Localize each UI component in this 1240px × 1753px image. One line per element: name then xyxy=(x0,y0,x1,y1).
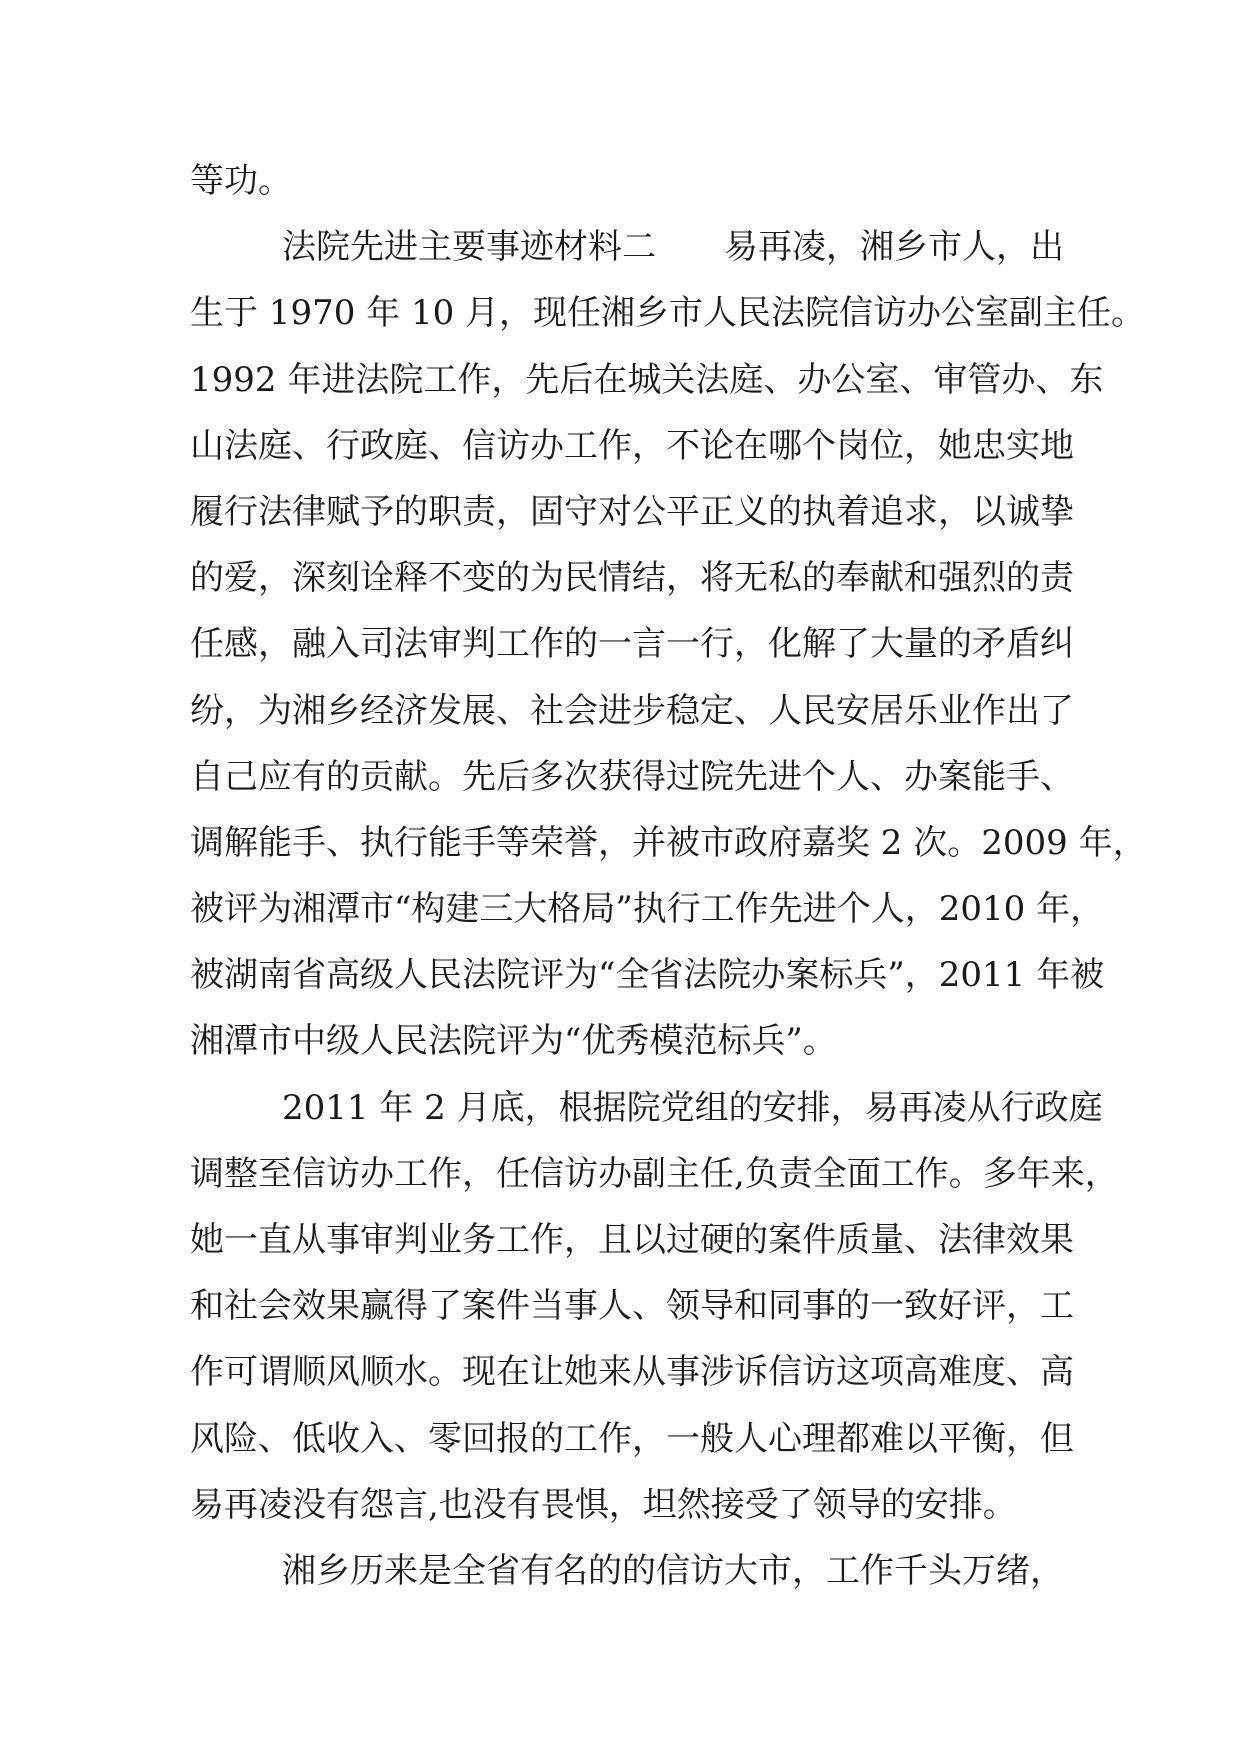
text-line: 的爱，深刻诠释不变的为民情结，将无私的奉献和强烈的责 xyxy=(190,558,1074,599)
text-line: 湘潭市中级人民法院评为“优秀模范标兵”。 xyxy=(190,1021,837,1062)
document-body xyxy=(190,148,1147,1604)
text-line: 1992 年进法院工作，先后在城关法庭、办公室、审管办、东 xyxy=(190,359,1104,400)
text-line: 和社会效果赢得了案件当事人、领导和同事的一致好评，工 xyxy=(190,1286,1074,1327)
text-line: 湘乡历来是全省有名的的信访大市，工作千头万绪， xyxy=(282,1550,1064,1591)
text-line: 风险、低收入、零回报的工作，一般人心理都难以平衡，但 xyxy=(190,1418,1074,1459)
text-line: 等功。 xyxy=(190,161,292,201)
text-line: 易再凌没有怨言,也没有畏惧，坦然接受了领导的安排。 xyxy=(190,1484,1017,1525)
text-line: 任感，融入司法审判工作的一言一行，化解了大量的矛盾纠 xyxy=(190,624,1074,665)
text-line: 调解能手、执行能手等荣誉，并被市政府嘉奖 2 次。2009 年， xyxy=(190,822,1147,863)
text-line: 法院先进主要事迹材料二 易再凌，湘乡市人，出 xyxy=(282,227,1064,268)
text-line: 被评为湘潭市“构建三大格局”执行工作先进个人，2010 年， xyxy=(190,889,1105,930)
text-line: 履行法律赋予的职责，固守对公平正义的执着追求，以诚挚 xyxy=(190,491,1074,532)
text-line: 她一直从事审判业务工作，且以过硬的案件质量、法律效果 xyxy=(190,1220,1074,1260)
text-line: 作可谓顺风顺水。现在让她来从事涉诉信访这项高难度、高 xyxy=(190,1352,1074,1393)
text-line: 调整至信访办工作，任信访办副主任,负责全面工作。多年来， xyxy=(190,1153,1119,1194)
text-line: 山法庭、行政庭、信访办工作，不论在哪个岗位，她忠实地 xyxy=(190,425,1074,466)
text-line: 纷，为湘乡经济发展、社会进步稳定、人民安居乐业作出了 xyxy=(190,690,1074,731)
text-line: 2011 年 2 月底，根据院党组的安排，易再凌从行政庭 xyxy=(282,1087,1103,1128)
text-line: 自己应有的贡献。先后多次获得过院先进个人、办案能手、 xyxy=(190,756,1074,797)
text-line: 生于 1970 年 10 月，现任湘乡市人民法院信访办公室副主任。 xyxy=(190,293,1146,334)
text-line: 被湖南省高级人民法院评为“全省法院办案标兵”，2011 年被 xyxy=(190,955,1105,996)
